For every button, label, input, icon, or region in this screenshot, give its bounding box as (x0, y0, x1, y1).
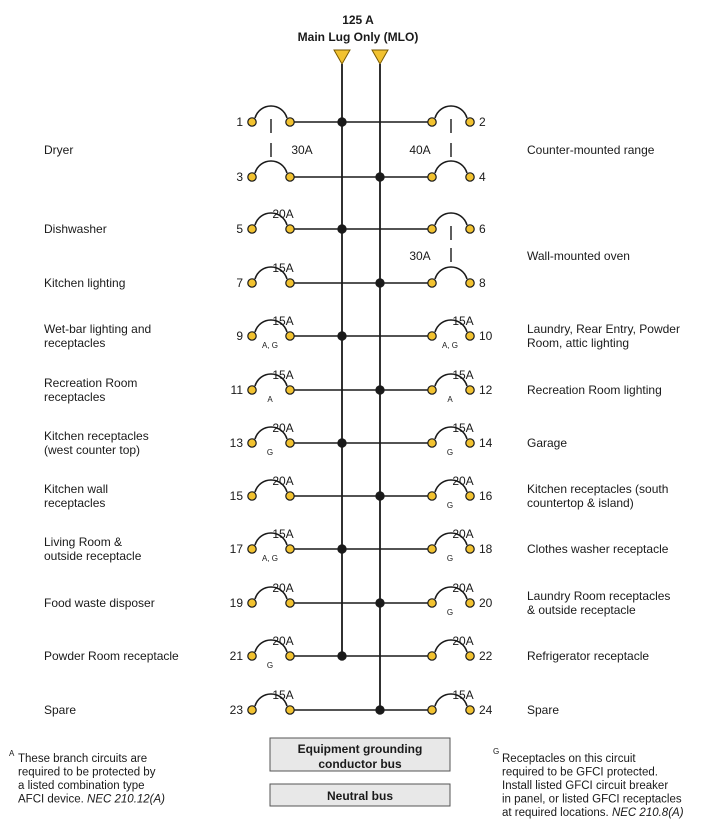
afci-note-line: These branch circuits are (18, 753, 148, 765)
breaker-terminal (428, 332, 436, 340)
ground-bus-label-line-2: conductor bus (318, 757, 402, 771)
circuit-description: Kitchen wall (44, 482, 109, 496)
circuit-description: receptacles (44, 390, 106, 404)
breaker-rating: 20A (272, 474, 294, 488)
breaker-terminal (286, 492, 294, 500)
breaker-rating: 20A (452, 474, 474, 488)
circuit-number: 24 (479, 703, 493, 717)
breaker-terminal (248, 706, 256, 714)
breaker-rating: 15A (452, 688, 474, 702)
circuit-description: & outside receptacle (527, 603, 636, 617)
circuit-number: 4 (479, 170, 486, 184)
breaker-terminal (286, 439, 294, 447)
breaker-rating: 15A (272, 261, 294, 275)
breaker-4 (375, 161, 486, 184)
protection-marker: G (446, 554, 454, 563)
double-pole-rating: 30A (409, 249, 431, 263)
bus-junction (337, 224, 346, 233)
bus-junction (375, 598, 384, 607)
breaker-circuits (44, 106, 680, 717)
circuit-number: 5 (236, 222, 243, 236)
breaker-rating: 20A (272, 421, 294, 435)
bus-junction (375, 705, 384, 714)
circuit-description: Kitchen receptacles (south (527, 482, 669, 496)
breaker-terminal (286, 599, 294, 607)
breaker-terminal (428, 706, 436, 714)
gfci-note-text: at required locations. (502, 807, 612, 819)
breaker-terminal (428, 545, 436, 553)
bus-bars (334, 50, 388, 710)
breaker-terminal (466, 545, 474, 553)
breaker-terminal (466, 386, 474, 394)
breaker-rating: 15A (452, 314, 474, 328)
breaker-6 (337, 213, 486, 236)
breaker-terminal (466, 652, 474, 660)
panel-rating: 125 A (342, 13, 374, 27)
breaker-15 (44, 474, 385, 510)
circuit-description: Wet-bar lighting and (44, 322, 152, 336)
breaker-terminal (428, 173, 436, 181)
bus-legend (270, 738, 450, 806)
breaker-terminal (286, 332, 294, 340)
breaker-terminal (428, 279, 436, 287)
breaker-terminal (248, 386, 256, 394)
protection-marker: A, G (441, 341, 459, 350)
gfci-note-line: Receptacles on this circuit (502, 753, 636, 765)
breaker-terminal (286, 652, 294, 660)
breaker-9 (44, 314, 347, 350)
afci-note-ref: NEC 210.12(A) (87, 793, 166, 806)
breaker-17 (44, 527, 347, 563)
breaker-rating: 20A (272, 581, 294, 595)
circuit-number: 21 (229, 649, 243, 663)
breaker-terminal (248, 279, 256, 287)
breaker-10 (337, 314, 680, 350)
breaker-20 (375, 581, 670, 617)
breaker-terminal (248, 439, 256, 447)
circuit-number: 14 (479, 436, 493, 450)
breaker-terminal (466, 706, 474, 714)
circuit-number: 19 (229, 596, 243, 610)
breaker-rating: 15A (272, 688, 294, 702)
circuit-description: Recreation Room (44, 376, 138, 390)
breaker-terminal (428, 225, 436, 233)
breaker-rating: 15A (272, 368, 294, 382)
breaker-terminal (428, 599, 436, 607)
circuit-description: Spare (44, 703, 77, 717)
breaker-terminal (428, 652, 436, 660)
circuit-description: Laundry Room receptacles (527, 589, 671, 603)
circuit-description: Garage (527, 436, 568, 450)
breaker-terminal (428, 386, 436, 394)
circuit-description: Kitchen lighting (44, 276, 126, 290)
circuit-number: 3 (236, 170, 243, 184)
breaker-arc (255, 161, 287, 173)
circuit-description: Dryer (44, 143, 74, 157)
circuit-number: 22 (479, 649, 493, 663)
breaker-23 (44, 688, 385, 717)
circuit-description: Laundry, Rear Entry, Powder (527, 322, 680, 336)
circuit-description: Food waste disposer (44, 596, 155, 610)
main-lug-icon (372, 50, 388, 64)
breaker-11 (44, 368, 385, 404)
breaker-terminal (466, 279, 474, 287)
circuit-number: 15 (229, 489, 243, 503)
circuit-description: Kitchen receptacles (44, 429, 149, 443)
afci-note-marker: A (9, 749, 15, 758)
circuit-number: 2 (479, 115, 486, 129)
circuit-description: (west counter top) (44, 443, 141, 457)
breaker-8 (375, 267, 486, 290)
breaker-terminal (466, 332, 474, 340)
breaker-terminal (466, 173, 474, 181)
circuit-number: 12 (479, 383, 493, 397)
breaker-12 (375, 368, 661, 404)
breaker-arc (435, 267, 467, 279)
gfci-note-line: Install listed GFCI circuit breaker (502, 780, 669, 792)
protection-marker: G (266, 448, 274, 457)
bus-junction (337, 544, 346, 553)
breaker-14 (337, 421, 567, 457)
breaker-rating: 20A (452, 581, 474, 595)
breaker-terminal (248, 599, 256, 607)
breaker-13 (44, 421, 347, 457)
bus-junction (375, 385, 384, 394)
afci-note-line (18, 794, 165, 806)
breaker-arc (255, 106, 287, 118)
breaker-arc (435, 213, 467, 225)
breaker-3 (236, 161, 384, 184)
main-lug-icon (334, 50, 350, 64)
protection-marker: G (446, 608, 454, 617)
gfci-note-marker: G (493, 747, 500, 756)
breaker-terminal (248, 545, 256, 553)
breaker-terminal (466, 225, 474, 233)
circuit-number: 20 (479, 596, 493, 610)
gfci-note-line: required to be GFCI protected. (502, 766, 658, 779)
breaker-terminal (286, 173, 294, 181)
protection-marker: G (446, 448, 454, 457)
gfci-note-line (502, 807, 684, 819)
breaker-terminal (428, 118, 436, 126)
breaker-18 (337, 527, 668, 563)
circuit-number: 8 (479, 276, 486, 290)
circuit-description: outside receptacle (44, 549, 142, 563)
circuit-description: Powder Room receptacle (44, 649, 179, 663)
bus-junction (337, 438, 346, 447)
circuit-description: Spare (527, 703, 560, 717)
bus-junction (375, 491, 384, 500)
breaker-terminal (466, 118, 474, 126)
breaker-terminal (286, 386, 294, 394)
gfci-note-line: in panel, or listed GFCI receptacles (502, 793, 682, 806)
protection-marker: A, G (261, 341, 279, 350)
bus-junction (375, 172, 384, 181)
bus-junction (337, 117, 346, 126)
ground-bus-label-line-1: Equipment grounding (297, 742, 423, 756)
breaker-7 (44, 261, 385, 290)
breaker-terminal (428, 439, 436, 447)
breaker-19 (44, 581, 385, 610)
breaker-terminal (286, 279, 294, 287)
circuit-description: Clothes washer receptacle (527, 542, 669, 556)
breaker-terminal (466, 439, 474, 447)
breaker-rating: 15A (272, 314, 294, 328)
circuit-description: Counter-mounted range (527, 143, 655, 157)
circuit-number: 6 (479, 222, 486, 236)
circuit-description: countertop & island) (527, 496, 634, 510)
circuit-number: 17 (229, 542, 243, 556)
breaker-terminal (466, 492, 474, 500)
double-pole-rating: 30A (291, 143, 313, 157)
circuit-description: receptacles (44, 336, 106, 350)
circuit-number: 9 (236, 329, 243, 343)
breaker-24 (375, 688, 559, 717)
bus-junction (337, 651, 346, 660)
breaker-rating: 20A (452, 634, 474, 648)
breaker-terminal (248, 332, 256, 340)
circuit-number: 1 (236, 115, 243, 129)
afci-note-line: a listed combination type (18, 780, 145, 792)
breaker-rating: 15A (452, 368, 474, 382)
circuit-description: Room, attic lighting (527, 336, 630, 350)
breaker-rating: 20A (272, 634, 294, 648)
circuit-number: 13 (229, 436, 243, 450)
circuit-number: 23 (229, 703, 243, 717)
panel-type: Main Lug Only (MLO) (297, 30, 419, 44)
breaker-terminal (286, 706, 294, 714)
gfci-note-ref: NEC 210.8(A) (611, 807, 684, 819)
breaker-terminal (248, 173, 256, 181)
breaker-22 (337, 634, 649, 663)
breaker-arc (435, 161, 467, 173)
neutral-bus-label: Neutral bus (326, 789, 394, 803)
breaker-terminal (248, 118, 256, 126)
protection-marker: G (446, 501, 454, 510)
afci-note-text: AFCI device. (18, 793, 88, 806)
circuit-number: 16 (479, 489, 493, 503)
breaker-arc (435, 106, 467, 118)
breaker-rating: 20A (272, 207, 294, 221)
breaker-1 (236, 106, 346, 129)
breaker-2 (337, 106, 486, 129)
breaker-terminal (286, 118, 294, 126)
circuit-description: Recreation Room lighting (527, 383, 662, 397)
circuit-description: Dishwasher (44, 222, 107, 236)
breaker-5 (44, 207, 347, 236)
circuit-number: 7 (236, 276, 243, 290)
circuit-number: 18 (479, 542, 493, 556)
breaker-terminal (286, 545, 294, 553)
protection-marker: A (267, 395, 273, 404)
bus-junction (375, 278, 384, 287)
breaker-terminal (286, 225, 294, 233)
circuit-description: Refrigerator receptacle (527, 649, 650, 663)
circuit-description: Living Room & (44, 535, 123, 549)
protection-marker: G (266, 661, 274, 670)
breaker-terminal (248, 652, 256, 660)
breaker-rating: 15A (272, 527, 294, 541)
protection-marker: A, G (261, 554, 279, 563)
bus-junction (337, 331, 346, 340)
afci-note-line: required to be protected by (18, 766, 156, 779)
circuit-description: Wall-mounted oven (527, 249, 630, 263)
circuit-number: 10 (479, 329, 493, 343)
breaker-terminal (466, 599, 474, 607)
double-pole-rating: 40A (409, 143, 431, 157)
circuit-number: 11 (230, 383, 243, 397)
breaker-21 (44, 634, 347, 670)
circuit-description: receptacles (44, 496, 106, 510)
breaker-16 (375, 474, 668, 510)
breaker-rating: 20A (452, 527, 474, 541)
protection-marker: A (447, 395, 453, 404)
breaker-rating: 15A (452, 421, 474, 435)
panel-header (298, 13, 419, 44)
breaker-terminal (248, 492, 256, 500)
breaker-terminal (428, 492, 436, 500)
breaker-terminal (248, 225, 256, 233)
